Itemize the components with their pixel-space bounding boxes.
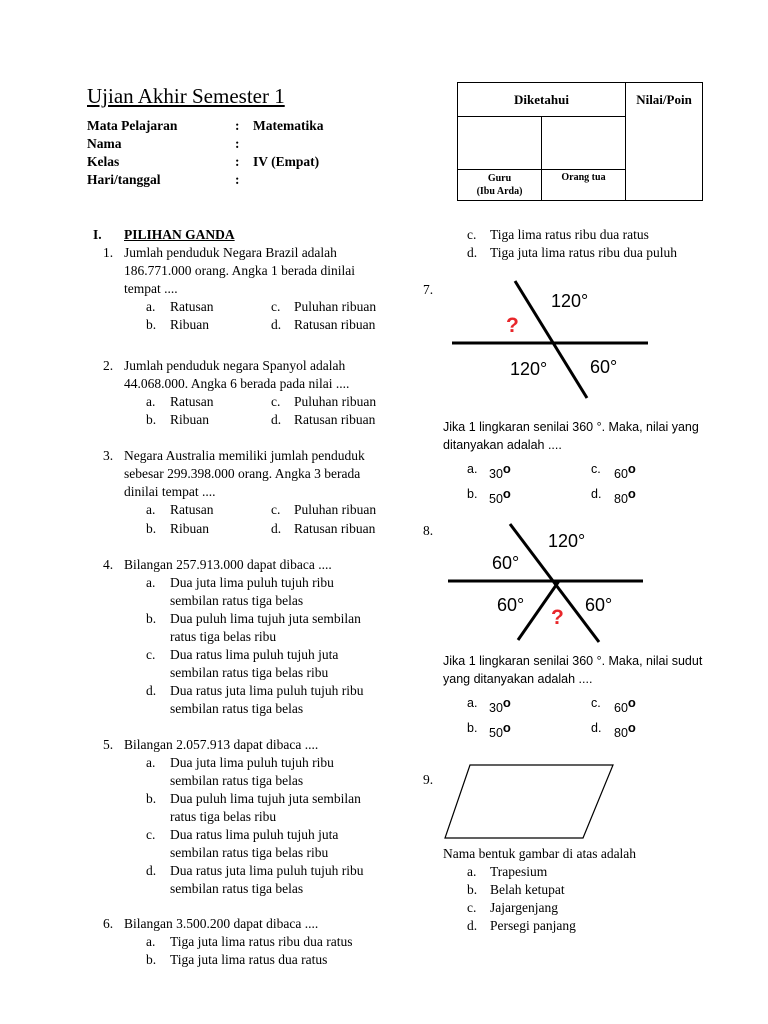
option-text[interactable]: Dua ratus juta lima puluh tujuh ribu [170,683,364,698]
option-letter[interactable]: c. [271,299,281,314]
option-text[interactable]: Dua ratus lima puluh tujuh juta [170,647,339,662]
option-text[interactable]: Persegi panjang [490,918,576,933]
option-text[interactable]: Tiga juta lima ratus dua ratus [170,952,328,967]
option-text[interactable]: Ratusan ribuan [294,317,376,332]
angle-label: 60° [590,357,618,377]
option-text[interactable]: 30$^o$ [489,461,511,482]
degree-symbol: o [627,461,636,476]
option-letter[interactable]: d. [271,317,282,332]
option-letter[interactable]: c. [146,827,156,842]
option-letter[interactable]: d. [271,521,282,536]
teacher-name: (Ibu Arda) [476,186,523,197]
degree-symbol: o [627,720,636,735]
option-text[interactable]: Dua puluh lima tujuh juta sembilan [170,791,361,806]
degree-symbol: o [502,720,511,735]
question-text: Bilangan 3.500.200 dapat dibaca .... [124,916,319,931]
question-number: 9. [423,772,434,787]
teacher-label: Guru [487,173,512,184]
option-text[interactable]: Tiga juta lima ratus ribu dua ratus [170,934,353,949]
info-colon: : [235,172,240,187]
angle-label: 120° [510,359,548,379]
section-number: I. [93,227,102,242]
option-letter[interactable]: c. [467,227,477,242]
option-letter[interactable]: a. [146,394,156,409]
info-label: Hari/tanggal [87,172,161,187]
question-number: 3. [103,448,114,463]
degree-symbol: o [627,486,636,501]
option-letter[interactable]: b. [467,882,478,897]
section-title: PILIHAN GANDA [124,227,235,242]
option-letter[interactable]: b. [467,721,478,735]
option-letter[interactable]: a. [467,864,477,879]
option-letter[interactable]: d. [271,412,282,427]
option-text[interactable]: sembilan ratus tiga belas [170,881,304,896]
option-letter[interactable]: d. [591,721,602,735]
option-text[interactable]: Ratusan [170,299,214,314]
option-text[interactable]: Dua juta lima puluh tujuh ribu [170,755,334,770]
option-letter[interactable]: d. [146,683,157,698]
question-text: Negara Australia memiliki jumlah penduduk [124,448,365,463]
question-text: tempat .... [124,281,178,296]
option-letter[interactable]: c. [591,462,601,476]
info-label: Nama [87,136,122,151]
option-letter[interactable]: a. [146,502,156,517]
question-number: 2. [103,358,114,373]
info-colon: : [235,154,240,169]
option-text[interactable]: Dua puluh lima tujuh juta sembilan [170,611,361,626]
question-text: Bilangan 257.913.000 dapat dibaca .... [124,557,332,572]
question-number: 5. [103,737,114,752]
option-text[interactable]: Ribuan [170,412,209,427]
info-colon: : [235,136,240,151]
question-text: Nama bentuk gambar di atas adalah [443,846,637,861]
option-text[interactable]: Ribuan [170,521,209,536]
question-text: ditanyakan adalah .... [443,438,562,452]
option-text[interactable]: Ribuan [170,317,209,332]
option-text[interactable]: 60$^o$ [614,461,636,482]
angle-label: 120° [551,291,589,311]
question-text: Jika 1 lingkaran senilai 360 °. Maka, nilai sudut [443,654,703,668]
option-letter[interactable]: a. [146,575,156,590]
option-letter[interactable]: b. [146,791,157,806]
option-text[interactable]: Dua juta lima puluh tujuh ribu [170,575,334,590]
option-text[interactable]: Tiga juta lima ratus ribu dua puluh [490,245,677,260]
option-text[interactable]: sembilan ratus tiga belas ribu [170,665,329,680]
question-text: sebesar 299.398.000 orang. Angka 3 berada [124,466,361,481]
option-text[interactable]: 30$^o$ [489,695,511,716]
option-letter[interactable]: d. [591,487,602,501]
option-letter[interactable]: b. [467,487,478,501]
question-number: 4. [103,557,114,572]
angle-figure-8 [446,520,656,645]
option-letter[interactable]: c. [591,696,601,710]
question-mark: ? [506,314,519,337]
angle-label: 60° [585,595,613,615]
degree-symbol: o [502,461,511,476]
question-text: Jumlah penduduk negara Spanyol adalah [124,358,346,373]
question-number: 6. [103,916,114,931]
option-text[interactable]: 60$^o$ [614,695,636,716]
option-letter[interactable]: a. [467,696,478,710]
option-text[interactable]: ratus tiga belas ribu [170,809,277,824]
parallelogram-figure [440,762,618,842]
option-text[interactable]: 80$^o$ [614,720,636,741]
option-text[interactable]: 50$^o$ [489,486,511,507]
angle-figure-7 [446,276,656,406]
option-letter[interactable]: c. [271,394,281,409]
info-value: IV (Empat) [253,154,320,169]
parent-signature-box [542,117,626,170]
option-text[interactable]: Dua ratus lima puluh tujuh juta [170,827,339,842]
teacher-cell [458,170,542,201]
option-text[interactable]: sembilan ratus tiga belas [170,701,304,716]
angle-label: 60° [497,595,525,615]
info-label: Mata Pelajaran [87,118,178,133]
option-text[interactable]: sembilan ratus tiga belas [170,773,304,788]
question-text: Jumlah penduduk Negara Brazil adalah [124,245,337,260]
option-text[interactable]: Ratusan ribuan [294,412,376,427]
option-letter[interactable]: a. [467,462,478,476]
option-text[interactable]: Puluhan ribuan [294,299,377,314]
question-number: 8. [423,523,434,538]
option-letter[interactable]: a. [146,755,156,770]
option-text[interactable]: Belah ketupat [490,882,565,897]
parallelogram-shape [445,765,613,838]
option-letter[interactable]: c. [271,502,281,517]
info-label: Kelas [87,154,120,169]
option-text[interactable]: sembilan ratus tiga belas ribu [170,845,329,860]
option-letter[interactable]: b. [146,412,157,427]
question-number: 7. [423,282,434,297]
option-text[interactable]: sembilan ratus tiga belas [170,593,304,608]
option-letter[interactable]: d. [146,863,157,878]
angle-label: 120° [548,531,586,551]
parent-label: Orang tua [542,170,626,201]
degree-symbol: o [502,486,511,501]
option-text[interactable]: Ratusan [170,502,214,517]
degree-symbol: o [502,695,511,710]
option-text[interactable]: 80$^o$ [614,486,636,507]
option-letter[interactable]: d. [467,245,478,260]
question-text: Jika 1 lingkaran senilai 360 °. Maka, nilai yang [443,420,699,434]
page-title: Ujian Akhir Semester 1 [87,84,285,108]
known-header: Diketahui [458,83,626,117]
option-letter[interactable]: a. [146,934,156,949]
option-text[interactable]: Puluhan ribuan [294,502,377,517]
option-letter[interactable]: b. [146,521,157,536]
option-text[interactable]: ratus tiga belas ribu [170,629,277,644]
question-text: 44.068.000. Angka 6 berada pada nilai .... [124,376,350,391]
option-text[interactable]: Tiga lima ratus ribu dua ratus [490,227,649,242]
option-letter[interactable]: b. [146,317,157,332]
option-letter[interactable]: c. [146,647,156,662]
option-letter[interactable]: d. [467,918,478,933]
option-letter[interactable]: b. [146,952,157,967]
question-mark: ? [551,606,564,629]
angle-label: 60° [492,553,520,573]
question-text: 186.771.000 orang. Angka 1 berada dinilai [124,263,355,278]
score-header: Nilai/Poin [626,83,703,201]
question-number: 1. [103,245,114,260]
degree-symbol: o [627,695,636,710]
question-text: yang ditanyakan adalah .... [443,672,593,686]
option-text[interactable]: 50$^o$ [489,720,511,741]
option-text[interactable]: Ratusan [170,394,214,409]
question-text: dinilai tempat .... [124,484,216,499]
option-text[interactable]: Jajargenjang [490,900,558,915]
info-colon: : [235,118,240,133]
option-text[interactable]: Puluhan ribuan [294,394,377,409]
question-text: Bilangan 2.057.913 dapat dibaca .... [124,737,319,752]
info-value: Matematika [253,118,324,133]
signature-table [457,82,703,201]
option-text[interactable]: Trapesium [490,864,548,879]
option-text[interactable]: Dua ratus juta lima puluh tujuh ribu [170,863,364,878]
teacher-signature-box [458,117,542,170]
option-text[interactable]: Ratusan ribuan [294,521,376,536]
option-letter[interactable]: a. [146,299,156,314]
option-letter[interactable]: b. [146,611,157,626]
option-letter[interactable]: c. [467,900,477,915]
